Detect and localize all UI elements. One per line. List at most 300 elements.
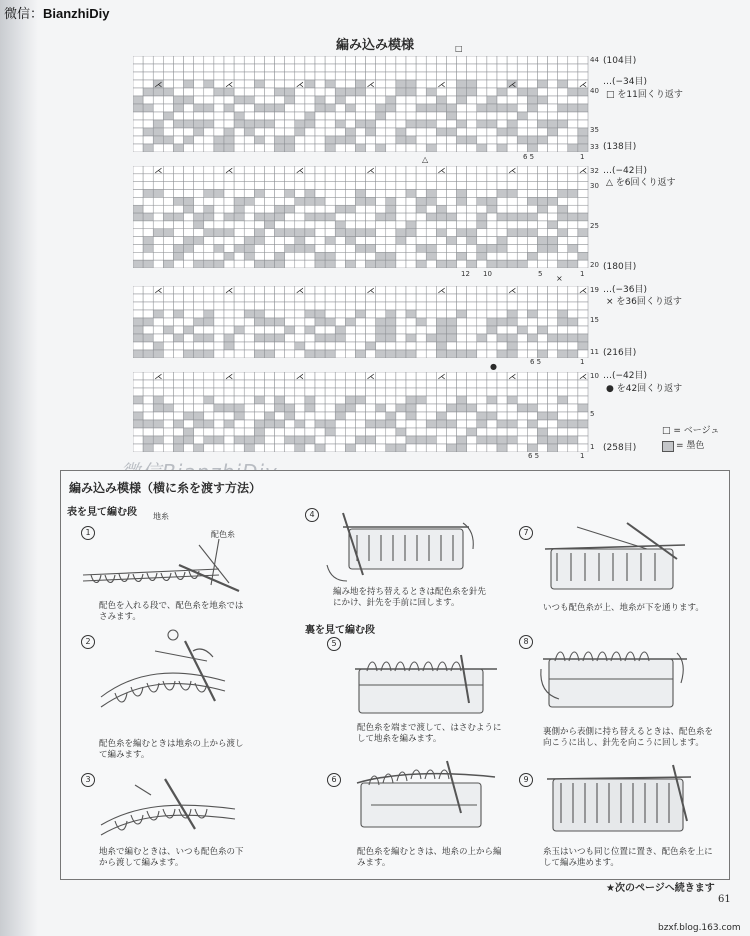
grid-cell	[366, 326, 376, 334]
grid-cell	[224, 190, 234, 198]
grid-cell	[335, 182, 345, 190]
grid-cell	[548, 334, 558, 342]
grid-cell	[335, 404, 345, 412]
grid-cell	[315, 388, 325, 396]
grid-cell	[487, 112, 497, 120]
grid-cell	[345, 310, 355, 318]
grid-cell	[507, 252, 517, 260]
grid-cell	[426, 174, 436, 182]
grid-cell	[275, 112, 285, 120]
grid-cell	[477, 318, 487, 326]
grid-cell	[214, 80, 224, 88]
grid-cell	[406, 326, 416, 334]
grid-cell	[305, 318, 315, 326]
grid-cell	[558, 88, 568, 96]
grid-cell	[497, 96, 507, 104]
grid-cell	[214, 197, 224, 205]
grid-cell	[264, 326, 274, 334]
grid-cell	[497, 334, 507, 342]
illustration-step-9	[541, 761, 701, 843]
grid-cell	[355, 244, 365, 252]
grid-cell	[335, 64, 345, 72]
grid-cell	[416, 380, 426, 388]
grid-cell	[446, 88, 456, 96]
grid-cell	[285, 197, 295, 205]
grid-cell	[537, 380, 547, 388]
grid-cell	[325, 190, 335, 198]
decrease-symbol: ⋌	[366, 372, 375, 381]
grid-cell	[416, 213, 426, 221]
grid-cell	[578, 326, 588, 334]
grid-cell	[264, 112, 274, 120]
grid-cell	[537, 205, 547, 213]
grid-cell	[507, 237, 517, 245]
decrease-note: …(−34目)	[603, 77, 648, 87]
caption-step-7: いつも配色糸が上、地糸が下を通ります。	[543, 603, 704, 613]
grid-cell	[244, 388, 254, 396]
grid-cell	[305, 229, 315, 237]
grid-cell	[335, 221, 345, 229]
grid-cell	[335, 436, 345, 444]
grid-cell	[537, 197, 547, 205]
grid-cell	[477, 404, 487, 412]
grid-cell	[568, 136, 578, 144]
grid-cell	[426, 404, 436, 412]
grid-cell	[426, 120, 436, 128]
grid-cell	[214, 260, 224, 268]
grid-cell	[537, 396, 547, 404]
grid-cell	[285, 286, 295, 294]
grid-cell	[396, 136, 406, 144]
stitch-label: 1	[580, 358, 585, 366]
grid-cell	[143, 286, 153, 294]
grid-cell	[133, 72, 143, 80]
grid-cell	[527, 190, 537, 198]
grid-cell	[325, 96, 335, 104]
grid-cell	[568, 372, 578, 380]
method-panel	[60, 470, 730, 880]
grid-cell	[234, 428, 244, 436]
grid-cell	[315, 436, 325, 444]
page-number: 61	[718, 894, 731, 905]
grid-cell	[376, 310, 386, 318]
grid-cell	[578, 213, 588, 221]
wechat-watermark: 微信：BianzhiDiy	[4, 6, 110, 22]
grid-cell	[204, 237, 214, 245]
grid-cell	[264, 190, 274, 198]
grid-cell	[275, 205, 285, 213]
grid-cell	[568, 428, 578, 436]
grid-cell	[224, 326, 234, 334]
label-base-yarn: 地糸	[153, 512, 169, 521]
grid-cell	[173, 310, 183, 318]
grid-cell	[143, 197, 153, 205]
grid-cell	[457, 286, 467, 294]
grid-cell	[366, 112, 376, 120]
grid-cell	[457, 221, 467, 229]
grid-cell	[487, 260, 497, 268]
grid-cell	[558, 112, 568, 120]
grid-cell	[467, 428, 477, 436]
grid-cell	[143, 396, 153, 404]
grid-cell	[153, 404, 163, 412]
grid-cell	[285, 80, 295, 88]
step-1: 1	[81, 525, 95, 540]
grid-cell	[376, 302, 386, 310]
grid-cell	[416, 221, 426, 229]
grid-cell	[477, 96, 487, 104]
grid-cell	[558, 260, 568, 268]
grid-cell	[285, 252, 295, 260]
grid-cell	[325, 144, 335, 152]
grid-cell	[305, 182, 315, 190]
grid-cell	[568, 144, 578, 152]
grid-cell	[406, 56, 416, 64]
grid-cell	[295, 120, 305, 128]
grid-cell	[264, 342, 274, 350]
grid-cell	[234, 342, 244, 350]
decrease-symbol: ⋌	[225, 80, 233, 89]
grid-cell	[386, 318, 396, 326]
grid-cell	[487, 213, 497, 221]
grid-cell	[477, 436, 487, 444]
grid-cell	[487, 342, 497, 350]
row-label-bottom: 1	[590, 443, 595, 451]
grid-cell	[558, 197, 568, 205]
grid-cell	[244, 252, 254, 260]
grid-cell	[457, 444, 467, 452]
grid-cell	[366, 213, 376, 221]
grid-cell	[173, 128, 183, 136]
grid-cell	[325, 229, 335, 237]
grid-cell	[416, 120, 426, 128]
grid-cell	[487, 88, 497, 96]
grid-cell	[295, 190, 305, 198]
grid-cell	[548, 350, 558, 358]
grid-cell	[275, 166, 285, 174]
grid-cell	[194, 104, 204, 112]
grid-cell	[366, 404, 376, 412]
grid-cell	[517, 182, 527, 190]
grid-cell	[254, 286, 264, 294]
grid-cell	[355, 334, 365, 342]
grid-cell	[204, 182, 214, 190]
grid-cell	[457, 120, 467, 128]
grid-cell	[254, 412, 264, 420]
grid-cell	[386, 396, 396, 404]
grid-cell	[578, 221, 588, 229]
grid-cell	[355, 174, 365, 182]
grid-cell	[467, 396, 477, 404]
grid-cell	[143, 334, 153, 342]
grid-cell	[285, 72, 295, 80]
grid-cell	[143, 428, 153, 436]
grid-cell	[153, 128, 163, 136]
grid-cell	[325, 128, 335, 136]
grid-cell	[204, 144, 214, 152]
stitch-label: 1	[580, 270, 585, 278]
decrease-symbol: ⋌	[437, 166, 446, 175]
grid-cell	[345, 88, 355, 96]
grid-cell	[194, 404, 204, 412]
grid-cell	[568, 88, 578, 96]
grid-cell	[446, 350, 456, 358]
grid-cell	[264, 205, 274, 213]
grid-cell	[568, 56, 578, 64]
grid-cell	[315, 221, 325, 229]
grid-cell	[396, 64, 406, 72]
grid-cell	[194, 388, 204, 396]
grid-cell	[143, 436, 153, 444]
grid-cell	[355, 428, 365, 436]
grid-cell	[254, 197, 264, 205]
grid-cell	[568, 104, 578, 112]
grid-cell	[133, 294, 143, 302]
illustration-step-3	[95, 769, 245, 843]
grid-cell	[204, 420, 214, 428]
grid-cell	[214, 72, 224, 80]
decrease-symbol: ⋌	[154, 166, 163, 175]
grid-cell	[264, 120, 274, 128]
grid-cell	[194, 64, 204, 72]
grid-cell	[285, 128, 295, 136]
grid-cell	[325, 396, 335, 404]
grid-cell	[416, 144, 426, 152]
step-6: 6	[327, 772, 341, 787]
grid-cell	[487, 190, 497, 198]
decrease-symbol: ⋌	[295, 286, 304, 295]
grid-cell	[568, 244, 578, 252]
grid-cell	[366, 128, 376, 136]
grid-cell	[558, 350, 568, 358]
grid-cell	[214, 112, 224, 120]
grid-cell	[204, 310, 214, 318]
grid-cell	[436, 342, 446, 350]
grid-cell	[184, 350, 194, 358]
grid-cell	[315, 88, 325, 96]
grid-cell	[386, 334, 396, 342]
grid-cell	[224, 237, 234, 245]
grid-cell	[436, 182, 446, 190]
grid-cell	[487, 436, 497, 444]
grid-cell	[244, 190, 254, 198]
grid-cell	[446, 197, 456, 205]
grid-cell	[153, 318, 163, 326]
grid-cell	[426, 412, 436, 420]
grid-cell	[194, 166, 204, 174]
grid-cell	[497, 120, 507, 128]
grid-cell	[335, 372, 345, 380]
grid-cell	[477, 56, 487, 64]
grid-cell	[244, 112, 254, 120]
grid-cell	[376, 294, 386, 302]
grid-cell	[396, 436, 406, 444]
grid-cell	[315, 318, 325, 326]
grid-cell	[537, 252, 547, 260]
grid-cell	[558, 136, 568, 144]
grid-cell	[295, 237, 305, 245]
grid-cell	[325, 326, 335, 334]
grid-cell	[214, 237, 224, 245]
grid-cell	[436, 436, 446, 444]
grid-cell	[264, 420, 274, 428]
grid-cell	[224, 318, 234, 326]
grid-cell	[517, 436, 527, 444]
grid-cell	[568, 128, 578, 136]
grid-cell	[224, 342, 234, 350]
grid-cell	[133, 80, 143, 88]
grid-cell	[264, 428, 274, 436]
step-5: 5	[327, 636, 341, 651]
grid-cell	[204, 213, 214, 221]
grid-cell	[214, 404, 224, 412]
grid-cell	[416, 182, 426, 190]
grid-cell	[305, 286, 315, 294]
grid-cell	[446, 237, 456, 245]
grid-cell	[224, 213, 234, 221]
grid-cell	[204, 372, 214, 380]
grid-cell	[578, 412, 588, 420]
grid-cell	[355, 56, 365, 64]
grid-cell	[204, 412, 214, 420]
grid-cell	[548, 252, 558, 260]
grid-cell	[214, 244, 224, 252]
grid-cell	[143, 380, 153, 388]
grid-cell	[366, 56, 376, 64]
grid-cell	[325, 237, 335, 245]
grid-cell	[345, 136, 355, 144]
grid-cell	[244, 237, 254, 245]
grid-cell	[416, 428, 426, 436]
grid-cell	[548, 310, 558, 318]
grid-cell	[386, 420, 396, 428]
grid-cell	[204, 286, 214, 294]
decrease-symbol: ⋌	[225, 286, 233, 295]
grid-cell	[416, 334, 426, 342]
grid-cell	[285, 182, 295, 190]
grid-cell	[548, 96, 558, 104]
grid-cell	[366, 350, 376, 358]
grid-cell	[487, 144, 497, 152]
grid-cell	[153, 72, 163, 80]
grid-cell	[386, 120, 396, 128]
grid-cell	[355, 197, 365, 205]
grid-cell	[578, 197, 588, 205]
grid-cell	[497, 388, 507, 396]
grid-cell	[578, 396, 588, 404]
grid-cell	[133, 444, 143, 452]
grid-cell	[173, 213, 183, 221]
grid-cell	[204, 166, 214, 174]
grid-cell	[214, 372, 224, 380]
chart-4-grid	[133, 372, 603, 452]
grid-cell	[173, 112, 183, 120]
grid-cell	[548, 166, 558, 174]
grid-cell	[537, 128, 547, 136]
grid-cell	[133, 166, 143, 174]
grid-cell	[143, 342, 153, 350]
grid-cell	[173, 350, 183, 358]
grid-cell	[578, 318, 588, 326]
grid-cell	[244, 428, 254, 436]
grid-cell	[173, 372, 183, 380]
grid-cell	[467, 420, 477, 428]
grid-cell	[275, 144, 285, 152]
grid-cell	[355, 412, 365, 420]
grid-cell	[325, 205, 335, 213]
grid-cell	[173, 244, 183, 252]
grid-cell	[477, 205, 487, 213]
grid-cell	[153, 197, 163, 205]
grid-cell	[244, 72, 254, 80]
legend-swatch-dark	[662, 441, 674, 452]
grid-cell	[578, 112, 588, 120]
grid-cell	[285, 136, 295, 144]
grid-cell	[204, 205, 214, 213]
grid-cell	[467, 128, 477, 136]
grid-cell	[558, 64, 568, 72]
grid-cell	[305, 174, 315, 182]
grid-cell	[548, 205, 558, 213]
grid-cell	[345, 404, 355, 412]
grid-cell	[295, 342, 305, 350]
grid-cell	[244, 380, 254, 388]
grid-cell	[214, 318, 224, 326]
grid-cell	[264, 310, 274, 318]
grid-cell	[163, 72, 173, 80]
grid-cell	[396, 72, 406, 80]
grid-cell	[477, 444, 487, 452]
grid-cell	[355, 120, 365, 128]
grid-cell	[548, 396, 558, 404]
grid-cell	[517, 174, 527, 182]
grid-cell	[396, 229, 406, 237]
grid-cell	[305, 302, 315, 310]
grid-cell	[507, 412, 517, 420]
grid-cell	[163, 310, 173, 318]
grid-cell	[194, 80, 204, 88]
grid-cell	[194, 444, 204, 452]
grid-cell	[143, 326, 153, 334]
grid-cell	[406, 260, 416, 268]
grid-cell	[477, 112, 487, 120]
grid-cell	[386, 237, 396, 245]
grid-cell	[436, 396, 446, 404]
grid-cell	[558, 80, 568, 88]
grid-cell	[325, 112, 335, 120]
grid-cell	[244, 294, 254, 302]
grid-cell	[578, 136, 588, 144]
grid-cell	[487, 136, 497, 144]
grid-cell	[214, 166, 224, 174]
grid-cell	[497, 286, 507, 294]
grid-cell	[548, 104, 558, 112]
grid-cell	[335, 350, 345, 358]
site-url: bzxf.blog.163.com	[658, 923, 741, 933]
grid-cell	[467, 294, 477, 302]
grid-cell	[497, 104, 507, 112]
illustration-step-7	[537, 519, 697, 599]
grid-cell	[153, 444, 163, 452]
grid-cell	[467, 166, 477, 174]
legend-dark: = 墨色	[676, 441, 705, 451]
grid-cell	[275, 72, 285, 80]
grid-cell	[507, 444, 517, 452]
grid-cell	[184, 88, 194, 96]
grid-cell	[426, 237, 436, 245]
grid-cell	[568, 120, 578, 128]
grid-cell	[366, 252, 376, 260]
